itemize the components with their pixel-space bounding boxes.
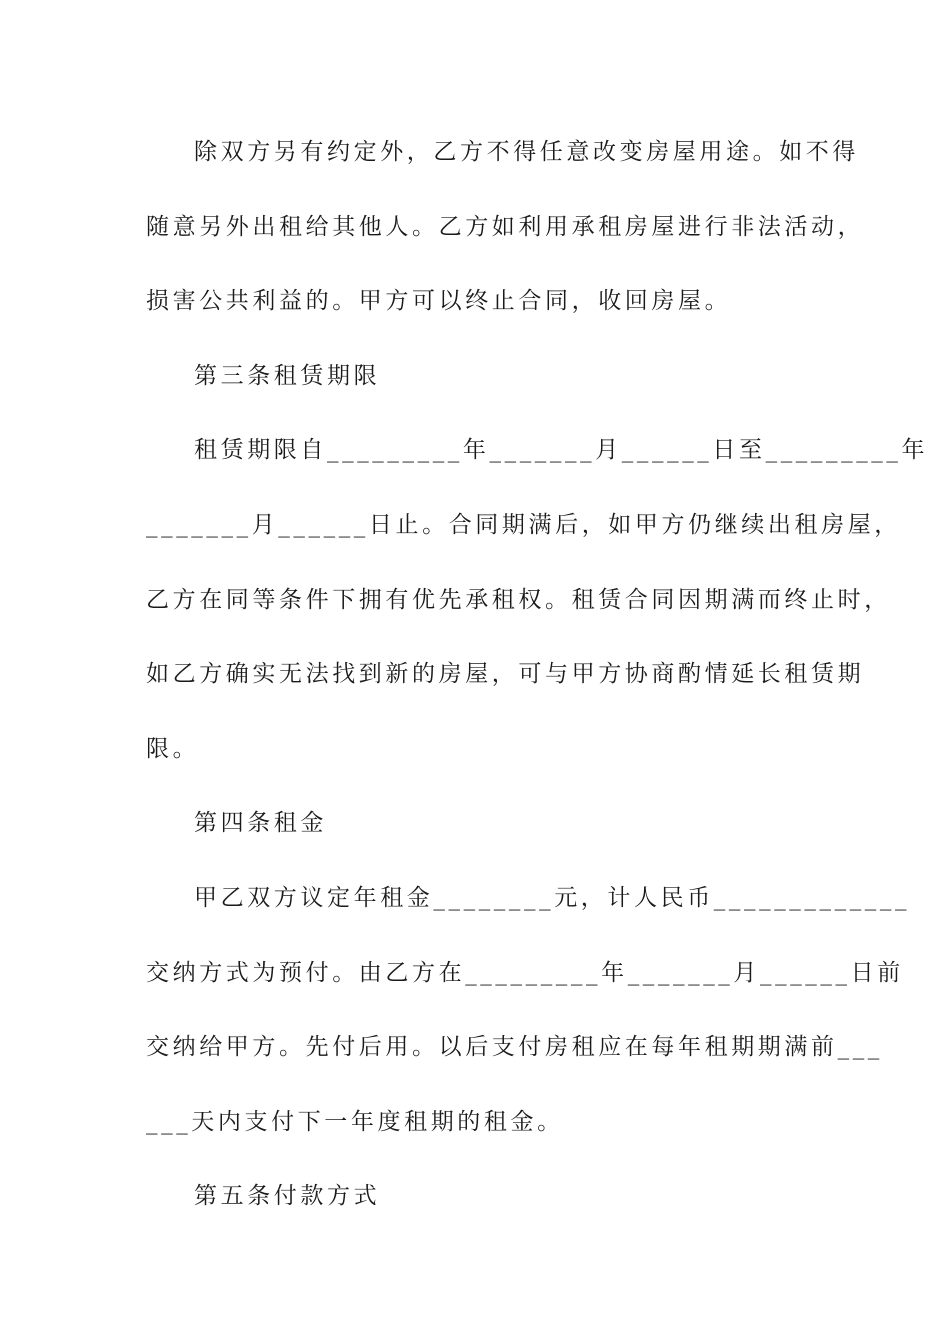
paragraph-line: 租赁期限自_________年_______月______日至_________年 <box>194 437 929 463</box>
paragraph-line: 乙方在同等条件下拥有优先承租权。租赁合同因期满而终止时， <box>146 587 891 613</box>
section-heading: 第五条付款方式 <box>194 1183 381 1209</box>
paragraph-line: 损害公共利益的。甲方可以终止合同，收回房屋。 <box>146 288 732 314</box>
paragraph-line: 交纳方式为预付。由乙方在_________年_______月______日前 <box>146 960 904 986</box>
paragraph-line: 甲乙双方议定年租金________元，计人民币_____________ <box>194 885 911 911</box>
paragraph-line: _______月______日止。合同期满后，如甲方仍继续出租房屋， <box>146 512 901 538</box>
paragraph-line: 随意另外出租给其他人。乙方如利用承租房屋进行非法活动， <box>146 214 865 240</box>
paragraph-line: 交纳给甲方。先付后用。以后支付房租应在每年租期期满前___ <box>146 1034 883 1060</box>
paragraph-line: 如乙方确实无法找到新的房屋，可与甲方协商酌情延长租赁期 <box>146 661 865 687</box>
paragraph-line: 限。 <box>146 736 200 762</box>
section-heading: 第三条租赁期限 <box>194 363 381 389</box>
section-heading: 第四条租金 <box>194 810 327 836</box>
paragraph-line: 除双方另有约定外，乙方不得任意改变房屋用途。如不得 <box>194 139 859 165</box>
paragraph-line: ___天内支付下一年度租期的租金。 <box>146 1109 564 1135</box>
